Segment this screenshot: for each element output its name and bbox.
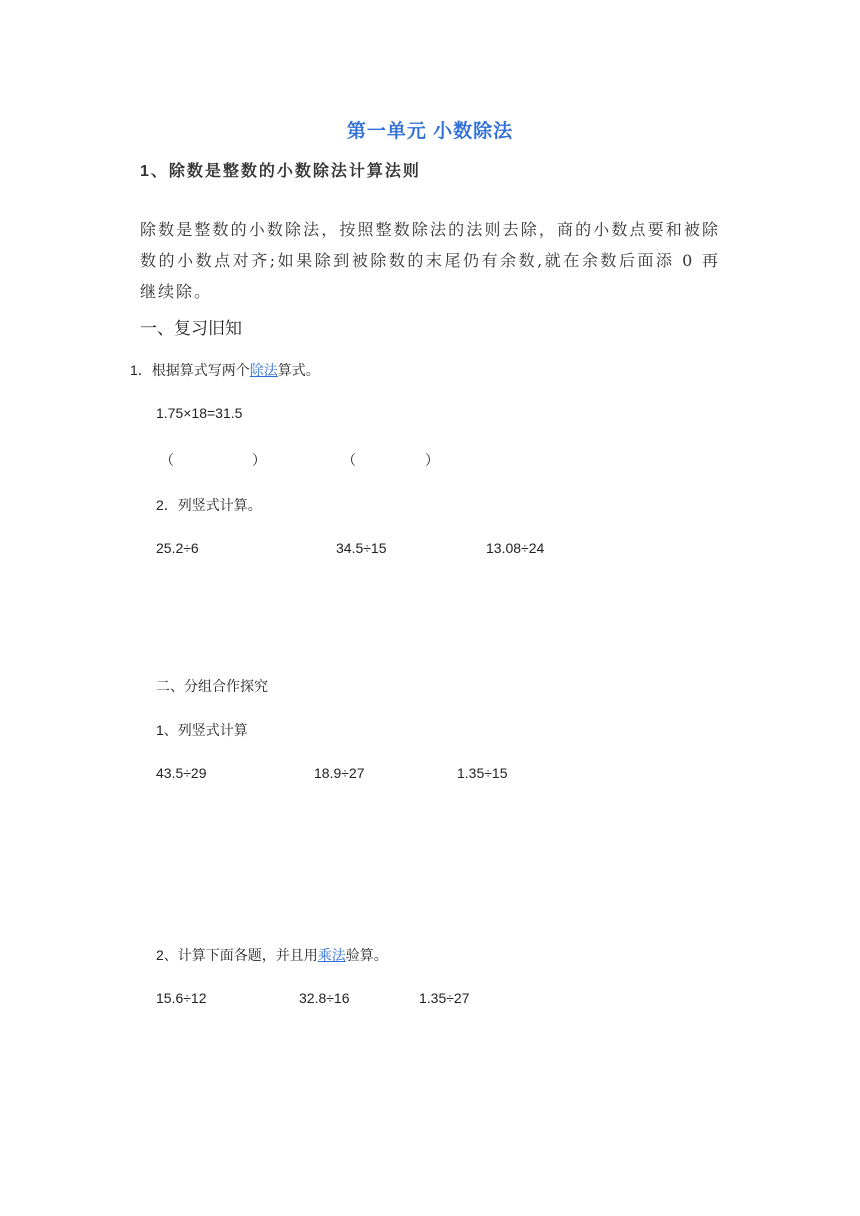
- rule-paragraph: 除数是整数的小数除法，按照整数除法的法则去除，商的小数点要和被除数的小数点对齐;如果除到被除数的末尾仍有余数,就在余数后面添 0 再继续除。: [140, 220, 720, 301]
- question-number: 1．: [130, 362, 152, 378]
- problem-item: 34.5÷15: [336, 540, 387, 556]
- given-equation: 1.75×18=31.5: [156, 405, 243, 421]
- review-heading: 一、复习旧知: [140, 319, 242, 338]
- multiplication-link[interactable]: 乘法: [317, 947, 346, 963]
- problem-item: 43.5÷29: [156, 765, 207, 781]
- explore-question-2: [156, 945, 388, 965]
- problem-item: 15.6÷12: [156, 990, 207, 1006]
- problem-item: 25.2÷6: [156, 540, 199, 556]
- page-title: 第一单元 小数除法: [346, 121, 514, 142]
- answer-blank-2-close: ）: [425, 452, 439, 468]
- rule-heading: 1、除数是整数的小数除法计算法则: [140, 163, 421, 180]
- problem-item: 32.8÷16: [299, 990, 350, 1006]
- answer-blank-1-open: （: [160, 452, 174, 468]
- division-link[interactable]: 除法: [249, 362, 278, 378]
- problem-item: 1.35÷27: [419, 990, 470, 1006]
- question-text-before: 2、计算下面各题，并且用: [156, 947, 318, 963]
- review-question-1: [130, 360, 320, 380]
- review-question-2: 2．列竖式计算。: [156, 497, 262, 513]
- problem-item: 1.35÷15: [457, 765, 508, 781]
- answer-blank-2-open: （: [342, 452, 356, 468]
- question-text-after: 算式。: [277, 362, 320, 378]
- explore-question-1: 1、列竖式计算: [156, 722, 248, 738]
- question-text-before: 根据算式写两个: [151, 362, 250, 378]
- problem-item: 13.08÷24: [486, 540, 545, 556]
- question-text-after: 验算。: [345, 947, 388, 963]
- explore-heading: 二、分组合作探究: [156, 678, 268, 694]
- problem-item: 18.9÷27: [314, 765, 365, 781]
- answer-blank-1-close: ）: [252, 452, 266, 468]
